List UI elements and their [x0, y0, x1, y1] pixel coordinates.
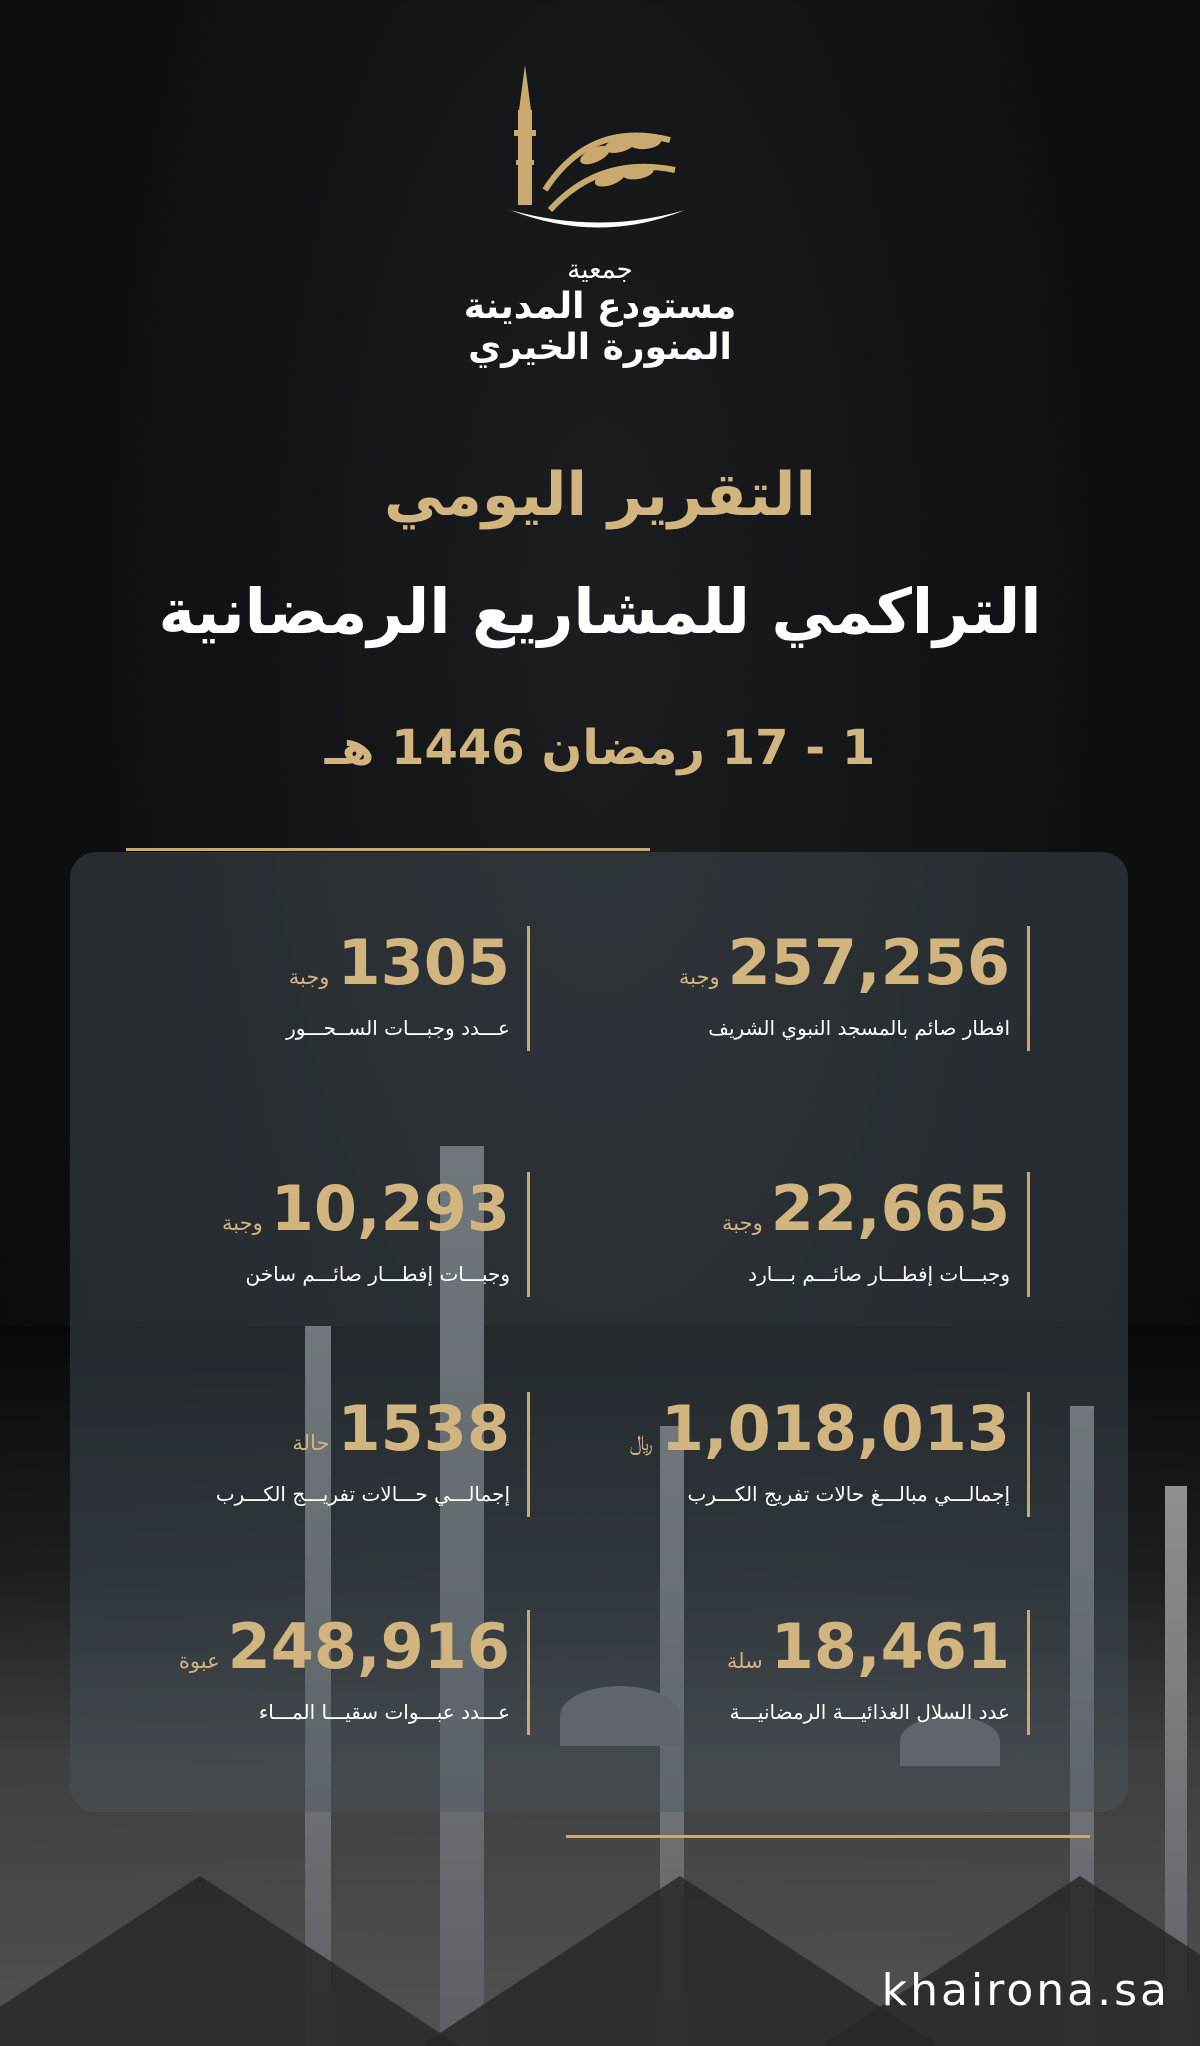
stat-value: 257,256 [727, 926, 1010, 999]
stat-label: إجمالـــي مبالـــغ حالات تفريج الكـــرب [687, 1482, 1010, 1506]
stat-card [650, 1172, 1030, 1297]
stat-card [150, 1172, 530, 1297]
stat-card [650, 1610, 1030, 1735]
top-divider [126, 848, 650, 851]
stat-value: 1538 [337, 1392, 510, 1465]
stat-value: 18,461 [770, 1610, 1010, 1683]
date-range: 1 - 17 رمضان 1446 هـ [324, 720, 876, 776]
stat-unit: وجبة [678, 965, 720, 989]
stat-label: عـــدد عبـــوات سقيـــا المـــاء [258, 1700, 510, 1724]
stat-accent-bar [527, 1610, 530, 1735]
report-title: التقرير اليومي [384, 460, 816, 530]
stat-label: افطار صائم بالمسجد النبوي الشريف [708, 1016, 1010, 1040]
stat-card [629, 1392, 1030, 1517]
stat-label: عـــدد وجبـــات الســحـــور [286, 1016, 510, 1040]
logo-emblem-icon [500, 60, 700, 250]
stat-card [150, 1610, 530, 1735]
stat-unit: حالة [292, 1431, 330, 1455]
umbrella-graphic [0, 1876, 460, 2046]
stat-accent-bar [1027, 1610, 1030, 1735]
stat-accent-bar [1027, 1172, 1030, 1297]
stat-value: 22,665 [770, 1172, 1010, 1245]
stat-accent-bar [527, 1172, 530, 1297]
stat-value: 10,293 [270, 1172, 510, 1245]
stat-label: وجبـــات إفطـــار صائـــم بـــارد [748, 1262, 1010, 1286]
stat-unit: عبوة [178, 1649, 220, 1673]
stat-label: إجمالـــي حـــالات تفريـــج الكـــرب [215, 1482, 510, 1506]
stat-accent-bar [1027, 1392, 1030, 1517]
stat-accent-bar [527, 926, 530, 1051]
stat-value: 1,018,013 [660, 1392, 1010, 1465]
logo-text-line3: المنورة الخيري [468, 327, 732, 369]
report-subtitle: التراكمي للمشاريع الرمضانية [158, 575, 1042, 648]
stat-accent-bar [527, 1392, 530, 1517]
stat-value: 248,916 [227, 1610, 510, 1683]
stat-unit: سلة [726, 1649, 763, 1673]
stat-card [150, 926, 530, 1051]
stat-unit: وجبة [288, 965, 330, 989]
stat-unit: وجبة [722, 1211, 763, 1235]
bottom-divider [566, 1835, 1090, 1838]
website-link[interactable]: khairona.sa [881, 1965, 1170, 2016]
stat-label: عدد السلال الغذائيـــة الرمضانيـــة [729, 1700, 1010, 1724]
logo-text-line1: جمعية [567, 255, 633, 285]
stat-card [150, 1392, 530, 1517]
organization-logo [0, 60, 1200, 369]
stat-unit: وجبة [222, 1211, 263, 1235]
stat-label: وجبـــات إفطـــار صائـــم ساخن [245, 1262, 510, 1286]
stat-accent-bar [1027, 926, 1030, 1051]
logo-text-line2: مستودع المدينة [463, 285, 737, 327]
umbrella-graphic [820, 1876, 1200, 2046]
riyal-currency-icon: ﷼ [629, 1431, 653, 1455]
stat-value: 1305 [337, 926, 510, 999]
stat-card [650, 926, 1030, 1051]
